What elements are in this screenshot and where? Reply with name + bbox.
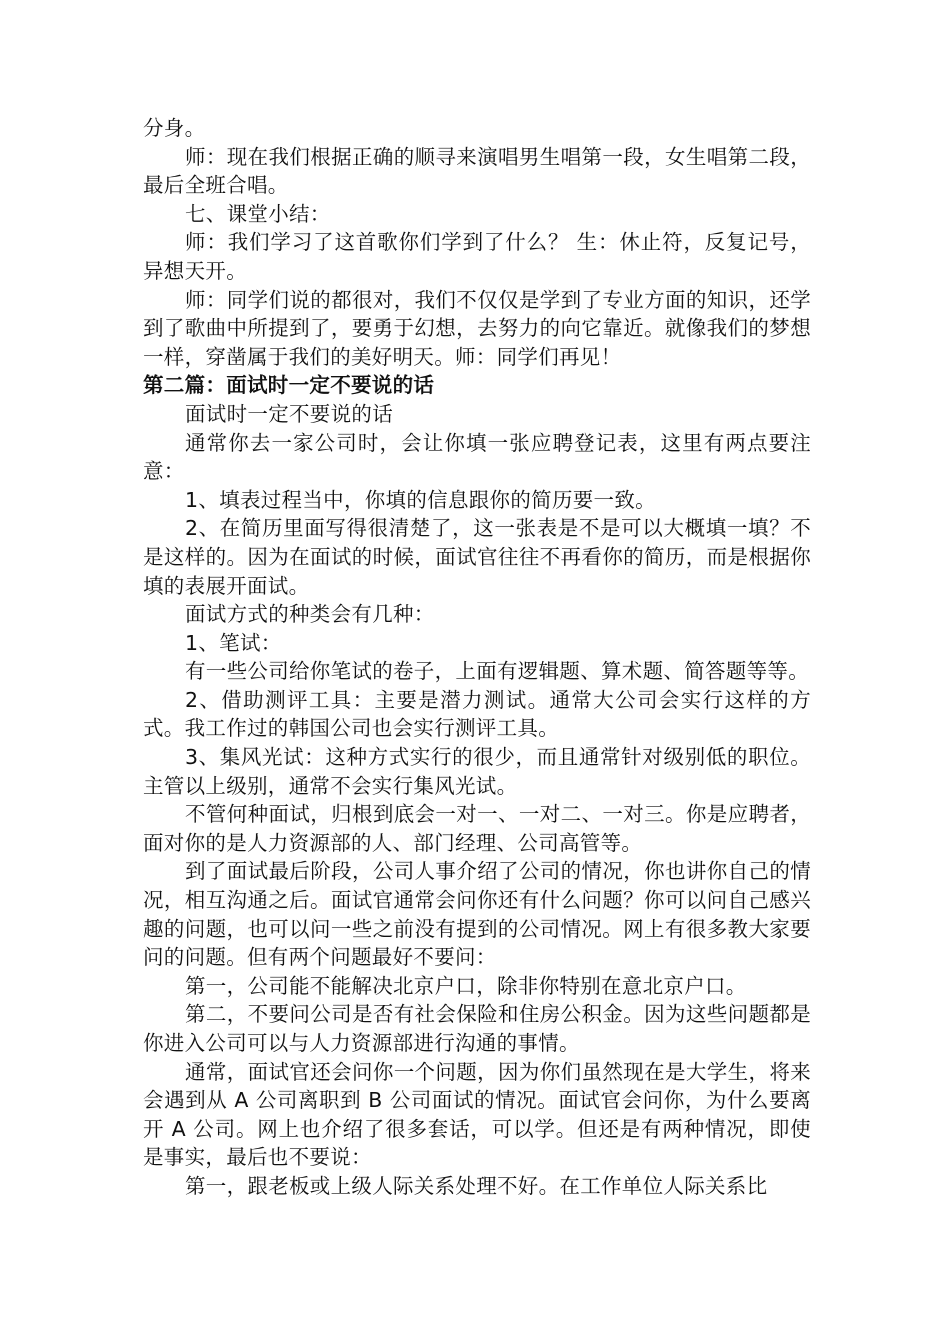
article-title: 面试时一定不要说的话 <box>185 401 393 426</box>
paragraph: 第二，不要问公司是否有社会保险和住房公积金。因为这些问题都是你进入公司可以与人力资源部进行沟通的事情。 <box>143 1002 811 1055</box>
paragraph: 第一，公司能不能解决北京户口，除非你特别在意北京户口。 <box>185 973 747 998</box>
paragraph: 第一，跟老板或上级人际关系处理不好。在工作单位人际关系比 <box>185 1173 768 1198</box>
paragraph: 有一些公司给你笔试的卷子，上面有逻辑题、算术题、简答题等等。 <box>185 659 809 684</box>
paragraph: 到了面试最后阶段，公司人事介绍了公司的情况，你也讲你自己的情况，相互沟通之后。面试官通常会问你还有什么问题？你可以问自己感兴趣的问题，也可以问一些之前没有提到的公司情况。网上有很多教大家要问的问题。但有两个问题最好不要问： <box>143 859 811 970</box>
paragraph: 师：现在我们根据正确的顺寻来演唱男生唱第一段，女生唱第二段，最后全班合唱。 <box>143 144 811 198</box>
list-item: 1、填表过程当中，你填的信息跟你的简历要一致。 <box>185 487 656 512</box>
paragraph: 师：我们学习了这首歌你们学到了什么？ 生：休止符，反复记号，异想天开。 <box>143 230 811 283</box>
paragraph: 不管何种面试，归根到底会一对一、一对二、一对三。你是应聘者，面对你的是人力资源部的人、部门经理、公司高管等。 <box>143 802 811 855</box>
list-item: 2、借助测评工具：主要是潜力测试。通常大公司会实行这样的方式。我工作过的韩国公司也会实行测评工具。 <box>143 687 811 741</box>
paragraph: 师：同学们说的都很对，我们不仅仅是学到了专业方面的知识，还学到了歌曲中所提到了，要勇于幻想，去努力的向它靠近。就像我们的梦想一样，穿凿属于我们的美好明天。师：同学们再见！ <box>143 287 811 369</box>
paragraph: 通常，面试官还会问你一个问题，因为你们虽然现在是大学生，将来会遇到从 A 公司离职到 B 公司面试的情况。面试官会问你，为什么要离开 A 公司。网上也介绍了很多套话，可以学。但还是有两种情况，即使是事实，最后也不要说： <box>143 1059 811 1170</box>
paragraph: 分身。 <box>143 116 206 140</box>
list-item: 2、在简历里面写得很清楚了，这一张表是不是可以大概填一填？不是这样的。因为在面试的时候，面试官往往不再看你的简历，而是根据你填的表展开面试。 <box>143 516 811 598</box>
list-item: 3、集风光试：这种方式实行的很少，而且通常针对级别低的职位。主管以上级别，通常不会实行集风光试。 <box>143 745 811 798</box>
section-subheading: 七、课堂小结： <box>185 201 331 226</box>
chapter-heading: 第二篇：面试时一定不要说的话 <box>143 373 435 398</box>
document-page <box>143 114 811 1201</box>
list-item: 1、笔试： <box>185 630 282 655</box>
paragraph: 面试方式的种类会有几种： <box>185 602 435 627</box>
paragraph: 通常你去一家公司时，会让你填一张应聘登记表，这里有两点要注意： <box>143 430 811 484</box>
